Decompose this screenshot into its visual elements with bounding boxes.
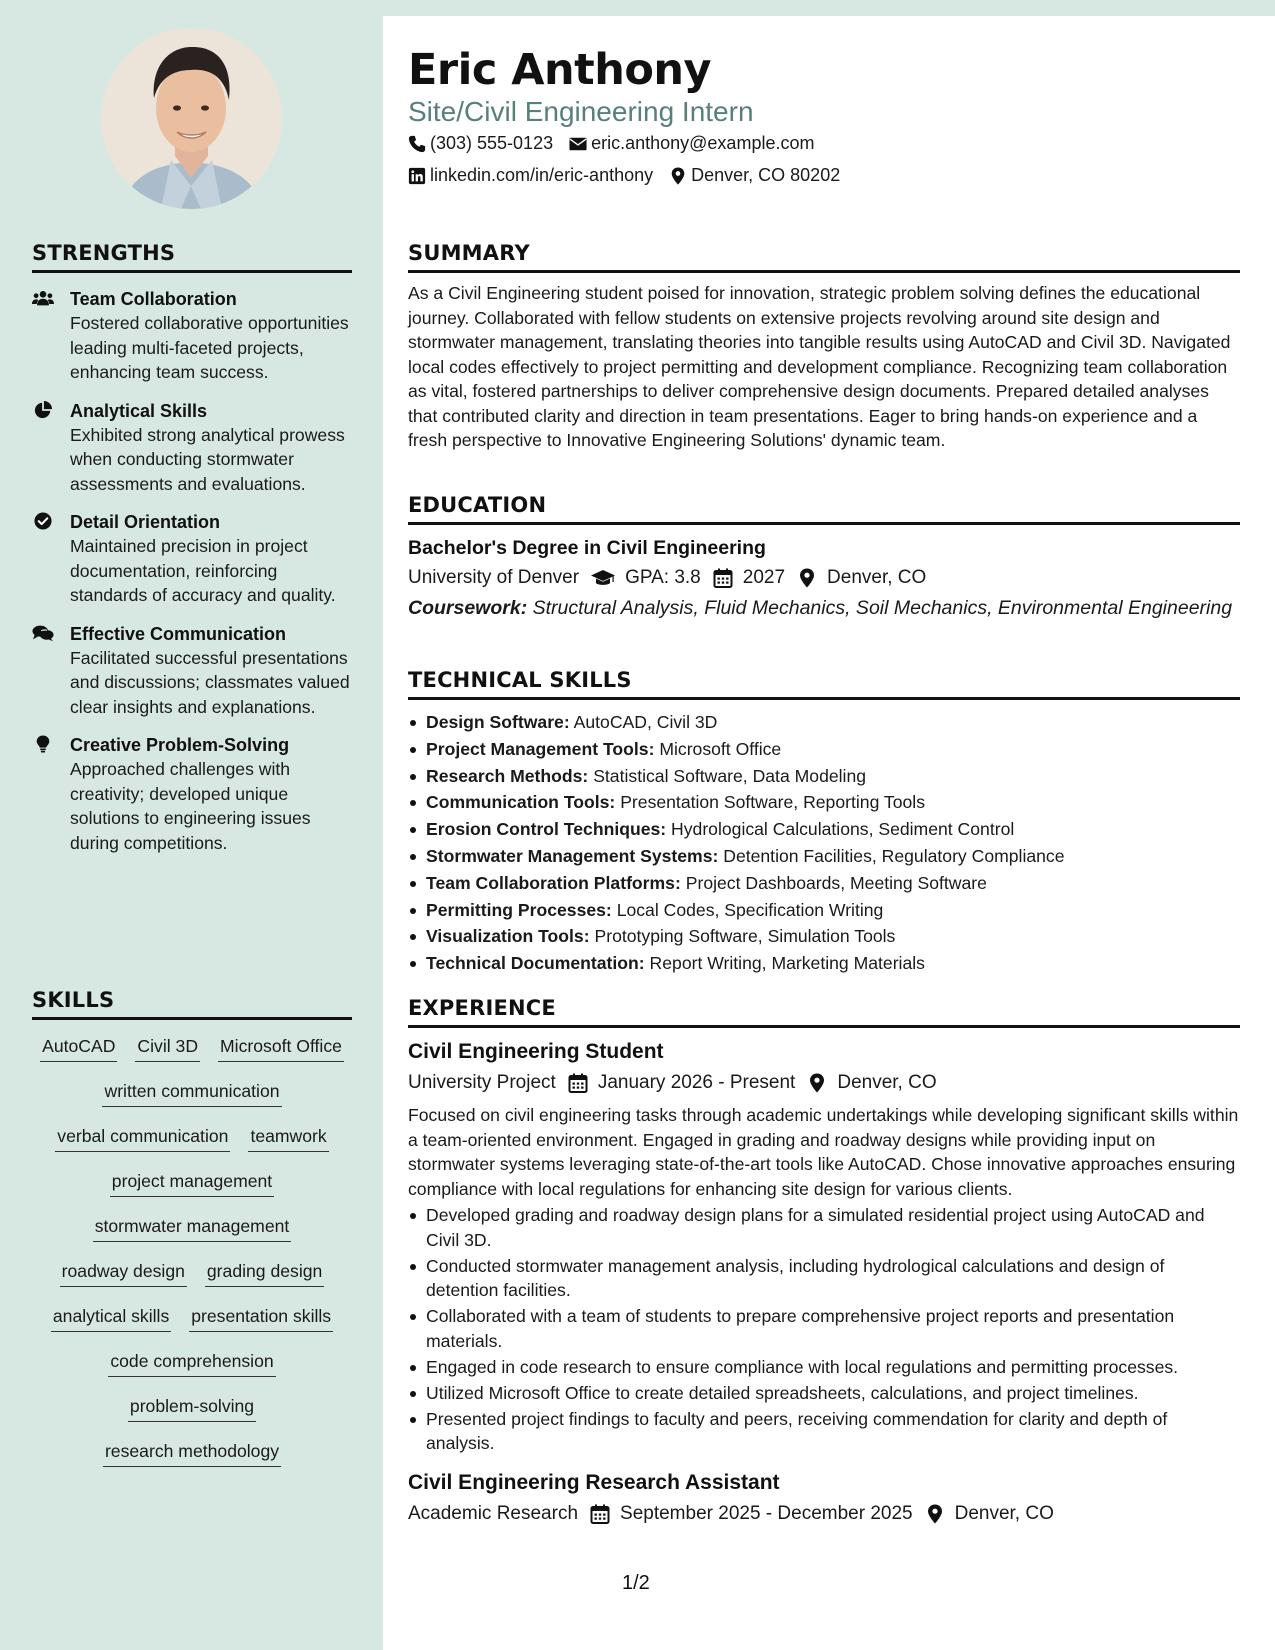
pie-chart-icon (32, 399, 70, 497)
skill-row (32, 1347, 352, 1392)
skill-label: Design Software: (426, 712, 570, 732)
strengths-heading: STRENGTHS (32, 241, 352, 273)
skill-row (32, 1212, 352, 1257)
email-text[interactable]: eric.anthony@example.com (591, 133, 815, 153)
skill-tag: teamwork (248, 1122, 328, 1152)
users-icon (32, 287, 70, 385)
year-text: 2027 (742, 567, 786, 588)
year-item (713, 564, 785, 592)
skill-tag: stormwater management (93, 1212, 292, 1242)
skill-value: Microsoft Office (659, 738, 782, 759)
skill-value: Prototyping Software, Simulation Tools (594, 926, 896, 947)
contact-row (408, 165, 856, 186)
summary-heading: SUMMARY (408, 241, 1240, 273)
skill-label: Project Management Tools: (426, 738, 655, 759)
coursework (408, 596, 1240, 620)
education-meta (408, 564, 1240, 592)
job-location: Denver, CO (837, 1072, 937, 1093)
technical-skills-section (408, 668, 1240, 977)
skill-row (32, 1257, 352, 1302)
skill-label: Stormwater Management Systems: (426, 845, 719, 866)
phone-text: (303) 555-0123 (430, 133, 554, 153)
skill-row (32, 1077, 352, 1122)
avatar (101, 28, 282, 209)
skill-label: Permitting Processes: (426, 899, 612, 920)
skill-value: Project Dashboards, Meeting Software (685, 872, 987, 893)
job-title: Civil Engineering Student (408, 1040, 664, 1063)
strength-item (32, 287, 352, 385)
skill-tag: roadway design (60, 1257, 187, 1287)
map-pin-icon (925, 1504, 945, 1524)
experience-heading: EXPERIENCE (408, 996, 1240, 1028)
job-meta (408, 1500, 1240, 1528)
school-name: University of Denver (408, 567, 580, 588)
skill-tag: presentation skills (189, 1302, 333, 1332)
location-text: Denver, CO 80202 (691, 165, 841, 185)
skill-row (32, 1392, 352, 1437)
skill-label: Erosion Control Techniques: (426, 819, 667, 840)
degree-title: Bachelor's Degree in Civil Engineering (408, 537, 766, 559)
job-location: Denver, CO (954, 1502, 1054, 1524)
calendar-icon (713, 568, 733, 588)
skill-value: AutoCAD, Civil 3D (573, 712, 718, 732)
skill-tag: research methodology (103, 1437, 281, 1467)
skill-tag: written communication (102, 1077, 281, 1107)
education-section (408, 493, 1240, 620)
job-entry (408, 1038, 1240, 1456)
list-item (408, 870, 1240, 897)
strength-title: Effective Communication (70, 623, 287, 644)
strength-title: Detail Orientation (70, 512, 221, 532)
list-item: Conducted stormwater management analysis, including hydrological calculations and design of detention facilities. (408, 1254, 1240, 1303)
phone-contact (408, 133, 553, 154)
job-bullets (408, 1203, 1240, 1456)
edu-location-text: Denver, CO (827, 567, 927, 588)
list-item: Engaged in code research to ensure compliance with local regulations and permitting processes. (408, 1355, 1240, 1380)
linkedin-contact[interactable] (408, 165, 653, 186)
strength-desc: Fostered collaborative opportunities leading multi-faceted projects, enhancing team success. (70, 313, 349, 382)
skill-tag: grading design (205, 1257, 324, 1287)
lightbulb-icon (32, 733, 70, 855)
skill-value: Hydrological Calculations, Sediment Control (671, 819, 1015, 840)
strength-item (32, 733, 352, 855)
skill-tag: analytical skills (51, 1302, 171, 1332)
list-item (408, 816, 1240, 843)
skill-tag: verbal communication (55, 1122, 230, 1152)
technical-skills-list (408, 709, 1240, 977)
envelope-icon (569, 135, 587, 153)
job-dates: January 2026 - Present (597, 1072, 796, 1093)
linkedin-icon (408, 167, 426, 185)
email-contact[interactable] (569, 133, 814, 154)
job-org: University Project (408, 1072, 556, 1093)
skill-label: Research Methods: (426, 765, 589, 786)
job-org: Academic Research (408, 1502, 579, 1524)
location-contact (669, 165, 840, 186)
map-pin-icon (807, 1073, 827, 1093)
skill-row (32, 1032, 352, 1077)
strength-desc: Maintained precision in project documentation, reinforcing standards of accuracy and quality. (70, 536, 336, 605)
strength-title: Creative Problem-Solving (70, 735, 290, 755)
skill-label: Communication Tools: (426, 792, 616, 813)
list-item (408, 923, 1240, 950)
list-item (408, 843, 1240, 870)
strength-desc: Approached challenges with creativity; developed unique solutions to engineering issues during competitions. (70, 759, 311, 853)
list-item (408, 897, 1240, 924)
education-heading: EDUCATION (408, 493, 1240, 525)
candidate-title: Site/Civil Engineering Intern (408, 96, 754, 127)
list-item (408, 763, 1240, 790)
contact-row (408, 133, 830, 154)
graduation-cap-icon (591, 568, 615, 588)
summary-text: As a Civil Engineering student poised for innovation, strategic problem solving defines the educational journey. Collaborated with fellow students on extensive projects revolving around site design and stormwater management, translating theories into tangible results using AutoCAD and Civil 3D. Navigated local codes effectively to project permitting and development compliance. Recognizing team collaboration as vital, fostered partnerships to deliver comprehensive design documents. Prepared detailed analyses that contributed clarity and direction in team presentations. Eager to bring hands-on experience and a fresh perspective to Innovative Engineering Solutions' dynamic team. (408, 283, 1231, 450)
strength-title: Analytical Skills (70, 400, 208, 421)
skills-section (32, 988, 352, 1482)
job-meta (408, 1069, 1240, 1097)
edu-location-item (797, 564, 926, 592)
job-location-item (807, 1069, 936, 1097)
map-pin-icon (669, 167, 687, 185)
technical-skills-heading: TECHNICAL SKILLS (408, 668, 1240, 700)
skill-value: Presentation Software, Reporting Tools (620, 792, 925, 813)
strength-item (32, 510, 352, 608)
strength-desc: Exhibited strong analytical prowess when conducting stormwater assessments and evaluations. (70, 424, 345, 494)
strength-item (32, 399, 352, 497)
list-item (408, 709, 1240, 736)
skill-label: Visualization Tools: (426, 926, 590, 947)
skill-tag: Civil 3D (135, 1032, 200, 1062)
map-pin-icon (797, 568, 817, 588)
profile-photo (101, 28, 282, 209)
strength-item (32, 622, 352, 720)
skill-row (32, 1122, 352, 1167)
skill-label: Technical Documentation: (426, 953, 645, 974)
experience-section (408, 996, 1240, 1528)
coursework-label: Coursework: (408, 597, 528, 619)
strength-title: Team Collaboration (70, 289, 237, 309)
calendar-icon (590, 1504, 610, 1524)
skill-value: Detention Facilities, Regulatory Compliance (723, 845, 1065, 866)
skill-value: Local Codes, Specification Writing (616, 899, 884, 920)
job-description: Focused on civil engineering tasks through academic undertakings while developing significant skills within a team-oriented environment. Engaged in grading and roadway designs while providing input on stormwater systems leveraging state-of-the-art tools like AutoCAD. Chose innovative approaches ensuring compliance with local regulations for enhancing site design for various clients. (408, 1105, 1239, 1199)
strength-desc: Facilitated successful presentations and discussions; classmates valued clear insights and explanations. (70, 647, 350, 717)
candidate-name: Eric Anthony (408, 45, 712, 95)
skill-tag: Microsoft Office (218, 1032, 344, 1062)
list-item: Collaborated with a team of students to prepare comprehensive project reports and presentation materials. (408, 1304, 1240, 1353)
skill-tag: code comprehension (108, 1347, 275, 1377)
skill-label: Team Collaboration Platforms: (426, 872, 681, 893)
job-title: Civil Engineering Research Assistant (408, 1470, 780, 1494)
strengths-section (32, 241, 352, 855)
list-item (408, 736, 1240, 763)
linkedin-text[interactable]: linkedin.com/in/eric-anthony (430, 165, 654, 185)
skill-value: Statistical Software, Data Modeling (593, 765, 867, 786)
page-number: 1/2 (622, 1572, 650, 1594)
phone-icon (408, 135, 426, 153)
sidebar (0, 0, 383, 1650)
skill-row (32, 1437, 352, 1482)
job-dates-item (568, 1069, 796, 1097)
skill-tag: AutoCAD (40, 1032, 117, 1062)
list-item: Developed grading and roadway design plans for a simulated residential project using AutoCAD and Civil 3D. (408, 1203, 1240, 1252)
job-entry (408, 1469, 1240, 1528)
skill-row (32, 1167, 352, 1212)
skill-tag: project management (110, 1167, 274, 1197)
calendar-icon (568, 1073, 588, 1093)
list-item (408, 950, 1240, 977)
job-dates: September 2025 - December 2025 (620, 1502, 913, 1524)
skill-tag: problem-solving (128, 1392, 256, 1422)
list-item (408, 789, 1240, 816)
check-circle-icon (32, 510, 70, 608)
list-item: Presented project findings to faculty and peers, receiving commendation for clarity and depth of analysis. (408, 1407, 1240, 1456)
list-item: Utilized Microsoft Office to create detailed spreadsheets, calculations, and project timelines. (408, 1381, 1240, 1406)
job-location-item (925, 1500, 1054, 1528)
skills-heading: SKILLS (32, 988, 352, 1020)
comments-icon (32, 622, 70, 720)
skill-tags (32, 1032, 352, 1482)
gpa-text: GPA: 3.8 (625, 567, 701, 588)
skill-row (32, 1302, 352, 1347)
summary-section (408, 241, 1240, 453)
gpa-item (591, 564, 701, 592)
coursework-text: Structural Analysis, Fluid Mechanics, Soil Mechanics, Environmental Engineering (532, 597, 1233, 619)
job-dates-item (590, 1500, 913, 1528)
skill-value: Report Writing, Marketing Materials (649, 953, 925, 974)
